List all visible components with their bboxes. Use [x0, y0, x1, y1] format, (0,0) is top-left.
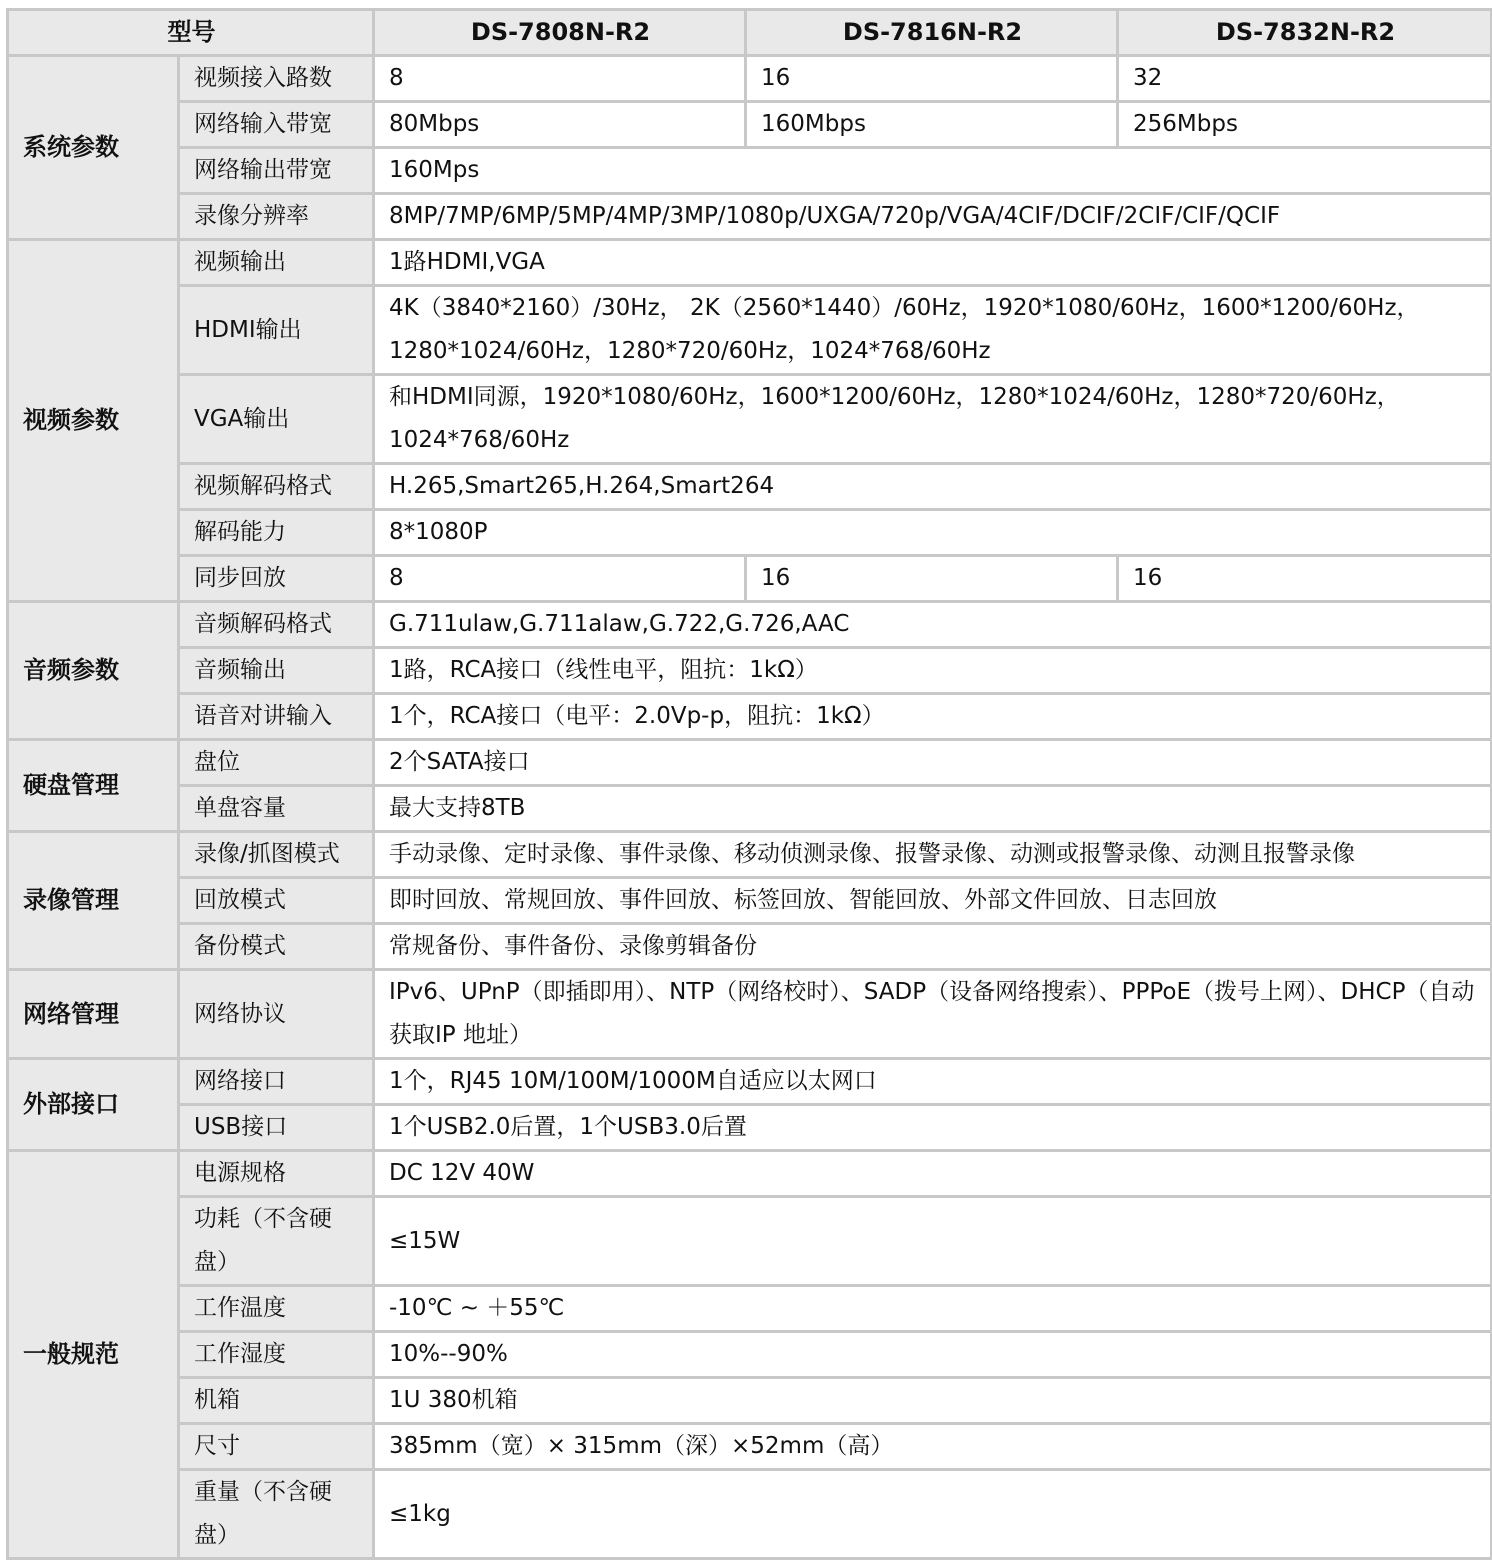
- row-label: 录像/抓图模式: [179, 832, 374, 878]
- cell-value: 4K（3840*2160）/30Hz， 2K（2560*1440）/60Hz，1920*1080/60Hz，1600*1200/60Hz，1280*1024/60Hz，1280*720/60Hz，1024*768/60Hz: [374, 286, 1492, 375]
- table-row: [8, 56, 1492, 102]
- cell-value: 1路HDMI,VGA: [374, 240, 1492, 286]
- top-border-fragment: [0, 0, 1492, 8]
- row-label: 尺寸: [179, 1424, 374, 1470]
- row-label: 网络接口: [179, 1059, 374, 1105]
- row-label: 语音对讲输入: [179, 694, 374, 740]
- cell-value: G.711ulaw,G.711alaw,G.722,G.726,AAC: [374, 602, 1492, 648]
- table-row: [8, 1151, 1492, 1197]
- cell-value: 1个，RJ45 10M/100M/1000M自适应以太网口: [374, 1059, 1492, 1105]
- cell-value: 160Mps: [374, 148, 1492, 194]
- cell-value: -10℃ ~ ＋55℃: [374, 1286, 1492, 1332]
- cell-value: 1U 380机箱: [374, 1378, 1492, 1424]
- category-label: 硬盘管理: [8, 740, 179, 832]
- table-row: [8, 602, 1492, 648]
- table-row: [8, 878, 1492, 924]
- table-row: [8, 924, 1492, 970]
- category-label: 外部接口: [8, 1059, 179, 1151]
- row-label: 电源规格: [179, 1151, 374, 1197]
- cell-value: 8: [374, 556, 746, 602]
- cell-value: 8: [374, 56, 746, 102]
- row-label: 音频解码格式: [179, 602, 374, 648]
- row-label: 音频输出: [179, 648, 374, 694]
- table-row: [8, 786, 1492, 832]
- table-row: [8, 148, 1492, 194]
- row-label: 同步回放: [179, 556, 374, 602]
- table-row: [8, 1378, 1492, 1424]
- table-row: [8, 194, 1492, 240]
- category-label: 一般规范: [8, 1151, 179, 1559]
- table-row: [8, 240, 1492, 286]
- table-row: [8, 1105, 1492, 1151]
- table-row: [8, 464, 1492, 510]
- row-label: 备份模式: [179, 924, 374, 970]
- cell-value: 手动录像、定时录像、事件录像、移动侦测录像、报警录像、动测或报警录像、动测且报警录像: [374, 832, 1492, 878]
- category-label: 系统参数: [8, 56, 179, 240]
- row-label: HDMI输出: [179, 286, 374, 375]
- header-row: [8, 10, 1492, 56]
- table-row: [8, 1286, 1492, 1332]
- row-label: 重量（不含硬盘）: [179, 1470, 374, 1559]
- row-label: 录像分辨率: [179, 194, 374, 240]
- cell-value: 1个，RCA接口（电平：2.0Vp-p，阻抗：1kΩ）: [374, 694, 1492, 740]
- spec-table: [6, 8, 1492, 1560]
- row-label: 盘位: [179, 740, 374, 786]
- row-label: 机箱: [179, 1378, 374, 1424]
- table-row: [8, 1424, 1492, 1470]
- cell-value: 和HDMI同源，1920*1080/60Hz，1600*1200/60Hz，1280*1024/60Hz，1280*720/60Hz，1024*768/60Hz: [374, 375, 1492, 464]
- cell-value: 16: [1118, 556, 1492, 602]
- row-label: 视频接入路数: [179, 56, 374, 102]
- table-row: [8, 510, 1492, 556]
- table-row: [8, 1197, 1492, 1286]
- cell-value: 385mm（宽）× 315mm（深）×52mm（高）: [374, 1424, 1492, 1470]
- row-label: 网络协议: [179, 970, 374, 1059]
- cell-value: 80Mbps: [374, 102, 746, 148]
- cell-value: 8*1080P: [374, 510, 1492, 556]
- table-row: [8, 102, 1492, 148]
- model-header: DS-7832N-R2: [1118, 10, 1492, 56]
- cell-value: IPv6、UPnP（即插即用）、NTP（网络校时）、SADP（设备网络搜索）、PPPoE（拨号上网）、DHCP（自动获取IP 地址）: [374, 970, 1492, 1059]
- cell-value: 即时回放、常规回放、事件回放、标签回放、智能回放、外部文件回放、日志回放: [374, 878, 1492, 924]
- cell-value: ≤15W: [374, 1197, 1492, 1286]
- model-label: 型号: [8, 10, 374, 56]
- row-label: 视频解码格式: [179, 464, 374, 510]
- row-label: 网络输入带宽: [179, 102, 374, 148]
- cell-value: ≤1kg: [374, 1470, 1492, 1559]
- cell-value: H.265,Smart265,H.264,Smart264: [374, 464, 1492, 510]
- row-label: 解码能力: [179, 510, 374, 556]
- category-label: 录像管理: [8, 832, 179, 970]
- table-row: [8, 286, 1492, 375]
- cell-value: 1路，RCA接口（线性电平，阻抗：1kΩ）: [374, 648, 1492, 694]
- cell-value: 16: [746, 556, 1118, 602]
- category-label: 视频参数: [8, 240, 179, 602]
- cell-value: 8MP/7MP/6MP/5MP/4MP/3MP/1080p/UXGA/720p/VGA/4CIF/DCIF/2CIF/CIF/QCIF: [374, 194, 1492, 240]
- row-label: 回放模式: [179, 878, 374, 924]
- row-label: 视频输出: [179, 240, 374, 286]
- table-row: [8, 832, 1492, 878]
- row-label: 单盘容量: [179, 786, 374, 832]
- table-row: [8, 970, 1492, 1059]
- row-label: USB接口: [179, 1105, 374, 1151]
- row-label: VGA输出: [179, 375, 374, 464]
- cell-value: 16: [746, 56, 1118, 102]
- cell-value: 2个SATA接口: [374, 740, 1492, 786]
- table-row: [8, 375, 1492, 464]
- table-row: [8, 1059, 1492, 1105]
- row-label: 功耗（不含硬盘）: [179, 1197, 374, 1286]
- cell-value: 常规备份、事件备份、录像剪辑备份: [374, 924, 1492, 970]
- model-header: DS-7808N-R2: [374, 10, 746, 56]
- model-header: DS-7816N-R2: [746, 10, 1118, 56]
- cell-value: 10%--90%: [374, 1332, 1492, 1378]
- cell-value: 1个USB2.0后置，1个USB3.0后置: [374, 1105, 1492, 1151]
- table-row: [8, 1332, 1492, 1378]
- category-label: 网络管理: [8, 970, 179, 1059]
- cell-value: 256Mbps: [1118, 102, 1492, 148]
- row-label: 工作温度: [179, 1286, 374, 1332]
- table-row: [8, 648, 1492, 694]
- row-label: 工作湿度: [179, 1332, 374, 1378]
- cell-value: 最大支持8TB: [374, 786, 1492, 832]
- cell-value: 160Mbps: [746, 102, 1118, 148]
- category-label: 音频参数: [8, 602, 179, 740]
- table-row: [8, 556, 1492, 602]
- cell-value: 32: [1118, 56, 1492, 102]
- table-row: [8, 740, 1492, 786]
- cell-value: DC 12V 40W: [374, 1151, 1492, 1197]
- table-row: [8, 694, 1492, 740]
- table-row: [8, 1470, 1492, 1559]
- row-label: 网络输出带宽: [179, 148, 374, 194]
